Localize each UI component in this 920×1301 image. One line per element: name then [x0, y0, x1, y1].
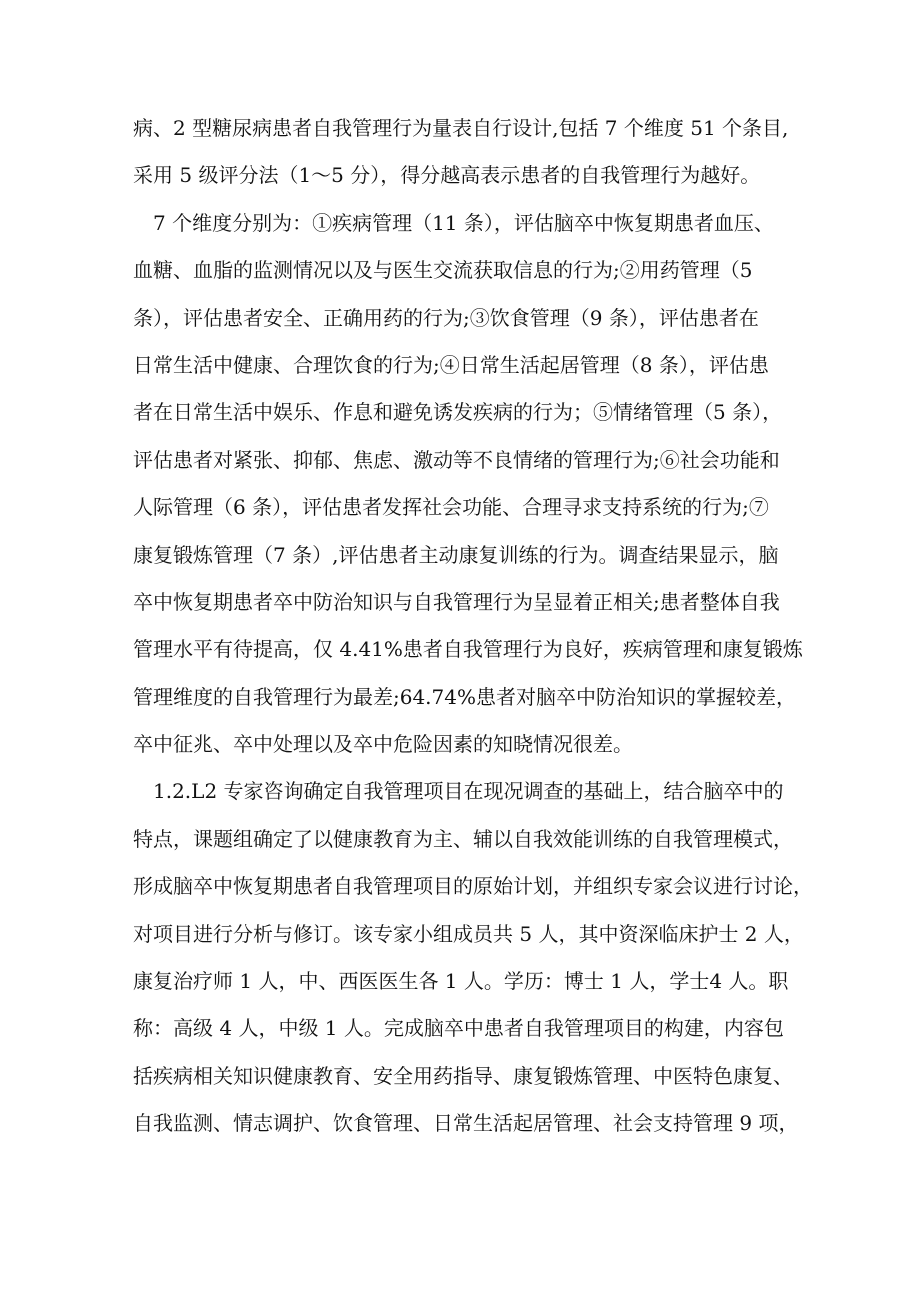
text-line: 称：高级 4 人，中级 1 人。完成脑卒中患者自我管理项目的构建，内容包: [133, 1016, 784, 1041]
text-line: 括疾病相关知识健康教育、安全用药指导、康复锻炼管理、中医特色康复、: [133, 1063, 793, 1088]
body-text: [133, 105, 818, 1148]
text-line: 病、2 型糖尿病患者自我管理行为量表自行设计,包括 7 个维度 51 个条目,: [133, 116, 789, 140]
text-line: 管理维度的自我管理行为最差;64.74%患者对脑卒中防治知识的掌握较差，: [133, 684, 796, 709]
text-line: 康复锻炼管理（7 条）,评估患者主动康复训练的行为。调查结果显示，脑: [133, 542, 779, 567]
text-line: 评估患者对紧张、抑郁、焦虑、激动等不良情绪的管理行为;⑥社会功能和: [133, 447, 780, 472]
text-line: 血糖、血脂的监测情况以及与医生交流获取信息的行为;②用药管理（5: [133, 258, 753, 283]
text-line: 人际管理（6 条），评估患者发挥社会功能、合理寻求支持系统的行为;⑦: [133, 495, 769, 520]
text-line: 特点，课题组确定了以健康教育为主、辅以自我效能训练的自我管理模式，: [133, 826, 793, 851]
text-line: 条），评估患者安全、正确用药的行为;③饮食管理（9 条），评估患者在: [133, 305, 759, 330]
text-line: 者在日常生活中娱乐、作息和避免诱发疾病的行为；⑤情绪管理（5 条），: [133, 400, 783, 425]
text-line: 康复治疗师 1 人，中、西医医生各 1 人。学历：博士 1 人，学士4 人。职: [133, 969, 789, 994]
text-line: 自我监测、情志调护、饮食管理、日常生活起居管理、社会支持管理 9 项，: [133, 1111, 799, 1136]
text-line: 对项目进行分析与修订。该专家小组成员共 5 人，其中资深临床护士 2 人，: [133, 921, 804, 946]
text-line: 管理水平有待提高，仅 4.41%患者自我管理行为良好，疾病管理和康复锻炼: [133, 637, 803, 662]
text-line: 采用 5 级评分法（1～5 分），得分越高表示患者的自我管理行为越好。: [133, 163, 761, 188]
text-line: 卒中征兆、卒中处理以及卒中危险因素的知晓情况很差。: [133, 732, 633, 757]
text-line: 日常生活中健康、合理饮食的行为;④日常生活起居管理（8 条），评估患: [133, 352, 769, 377]
paragraph-start-line: 1.2.L2 专家咨询确定自我管理项目在现况调查的基础上，结合脑卒中的: [133, 779, 784, 804]
text-line: 形成脑卒中恢复期患者自我管理项目的原始计划，并组织专家会议进行讨论，: [133, 874, 813, 899]
paragraph-start-line: 7 个维度分别为：①疾病管理（11 条），评估脑卒中恢复期患者血压、: [133, 210, 774, 235]
text-line: 卒中恢复期患者卒中防治知识与自我管理行为呈显着正相关;患者整体自我: [133, 589, 780, 614]
